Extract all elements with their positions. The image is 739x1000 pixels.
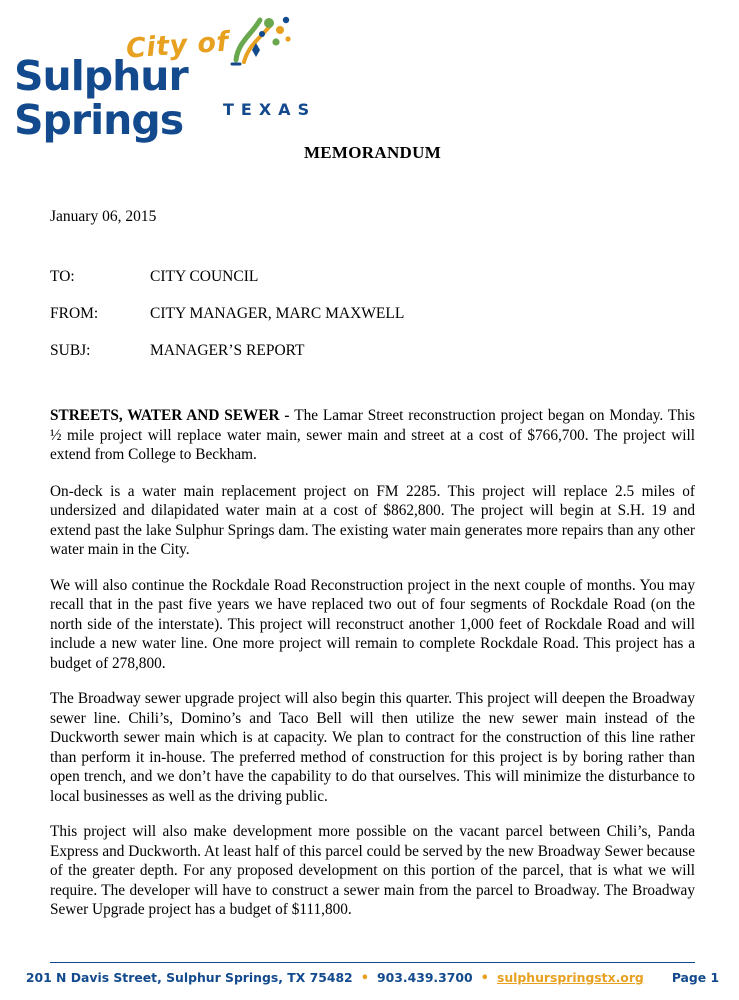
page-footer [25, 962, 720, 986]
memo-field-subj-label: SUBJ: [50, 342, 91, 359]
footer-phone: 903.439.3700 [377, 970, 473, 985]
paragraph-broadway-sewer: The Broadway sewer upgrade project will also begin this quarter. This project will deepen the Broadway sewer line. Chili’s, Domino’s and Taco Bell will then utilize the new sewer main instead of the Duckworth sewer main which is at capacity. We plan to contract for the construction of this line rather than perform it in-house. The preferred method of construction for this project is by boring rather than open trench, and we don’t have the capability to do that ourselves. This will minimize the disturbance to local businesses as well as the driving public. [50, 690, 695, 805]
memo-field-to-value: CITY COUNCIL [150, 268, 259, 285]
memo-field-to-label: TO: [50, 268, 75, 285]
memo-paragraphs [50, 406, 695, 920]
paragraph-fm2285: On-deck is a water main replacement project on FM 2285. This project will replace 2.5 miles of undersized and dilapidated water main at a cost of $862,800. The project will begin at S.H. 19 and extend past the lake Sulphur Springs dam. The existing water main generates more repairs than any other water main in the City. [50, 482, 695, 558]
logo-city-name: Sulphur Springs [14, 52, 188, 144]
footer-website-link[interactable]: sulphurspringstx.org [496, 970, 644, 985]
paragraph-lead-label: STREETS, WATER AND SEWER - [50, 407, 295, 424]
page-title: MEMORANDUM [303, 143, 442, 162]
paragraph-text: The Lamar Street reconstruction project began on Monday. This ½ mile project will replace water main, sewer main and street at a cost of $766,700. The project will extend from College to Beckham. [50, 407, 696, 463]
footer-divider [50, 962, 695, 963]
memo-field-from [50, 305, 695, 323]
memo-header-fields [50, 268, 695, 360]
memo-field-subj-value: MANAGER’S REPORT [150, 342, 305, 359]
paragraph-rockdale-road: We will also continue the Rockdale Road Reconstruction project in the next couple of months. You may recall that in the past five years we have replaced two out of four segments of Rockdale Road (on the north side of the interstate). This project will reconstruct another 1,000 feet of Rockdale Road and will include a new water line. One more project will remain to complete Rockdale Road. This project has a budget of 278,800. [50, 576, 695, 672]
logo-state-text: TEXAS [223, 100, 317, 119]
footer-address: 201 N Davis Street, Sulphur Springs, TX 75482 [25, 970, 353, 985]
footer-page-number: Page 1 [671, 970, 720, 985]
footer-separator-2: • [480, 971, 489, 986]
paragraph-streets-water-sewer [50, 406, 695, 465]
memo-field-subj [50, 342, 695, 360]
memo-field-to [50, 268, 695, 286]
logo-city-of-text: City of [125, 26, 230, 65]
footer-separator-1: • [360, 971, 369, 986]
memo-body [50, 0, 695, 936]
memo-field-from-value: CITY MANAGER, MARC MAXWELL [150, 305, 405, 322]
paragraph-vacant-parcel: This project will also make development more possible on the vacant parcel between Chili’s, Panda Express and Duckworth. At least half of this parcel could be served by the new Broadway Sewer because of the greater depth. For any proposed development on this portion of the parcel, that is what we will require. The developer will have to construct a sewer main from the parcel to Broadway. The Broadway Sewer Upgrade project has a budget of $111,800. [50, 823, 695, 918]
memo-field-from-label: FROM: [50, 305, 99, 322]
memo-date: January 06, 2015 [50, 208, 157, 225]
